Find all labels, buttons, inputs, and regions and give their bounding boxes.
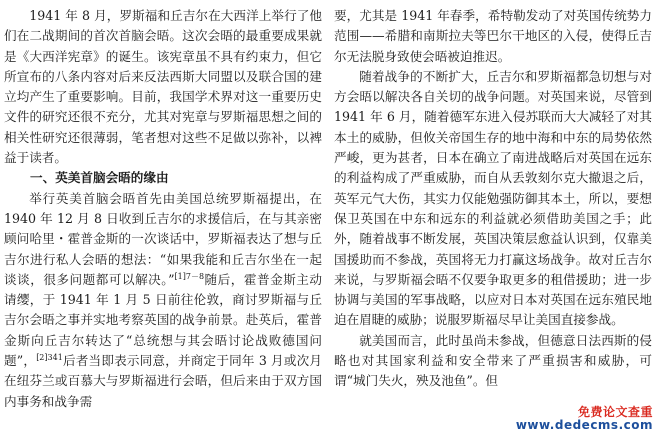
paragraph-text: 举行英美首脑会晤首先由美国总统罗斯福提出，在 1940 年 12 月 8 日收到丘吉尔的求援信后，在与其亲密顾问哈里・霍普金斯的一次谈话中，罗斯福表达了想与丘吉尔进行私人会晤的想法：“如果我能和丘吉尔坐在一起谈谈，很多问题都可以解决。” [4, 190, 322, 287]
intro-paragraph: 1941 年 8 月，罗斯福和丘吉尔在大西洋上举行了他们在二战期间的首次首脑会晤。这次会晤的最重要成果就是《大西洋宪章》的诞生。该宪章虽不具有约束力，但它所宣布的八条内容对后来反法西斯大同盟以及联合国的建立均产生了重要影响。目前，我国学术界对这一重要历史文件的研究还很不充分，尤其对宪章与罗斯福思想之间的相关性研究还很薄弱，笔者想对这些不足做以弥补，以裨益于读者。 [4, 8, 322, 166]
continued-paragraph: 要，尤其是 1941 年春季，希特勒发动了对英国传统势力范围——希腊和南斯拉夫等巴尔干地区的入侵，使得丘吉尔无法脱身致使会晤被迫推迟。 [334, 8, 652, 64]
section-paragraph-3: 就美国而言，此时虽尚未参战，但德意日法西斯的侵略也对其国家利益和安全带来了严重损害和威胁，可谓“城门失火，殃及池鱼”。但 [334, 332, 652, 389]
watermark-url: www.dedecms.com [515, 418, 653, 432]
watermark-title: 免费论文查重 [577, 405, 653, 419]
citation-ref: [1]7－8 [174, 271, 205, 281]
section-heading: 一、英美首脑会晤的缘由 [30, 170, 169, 186]
left-column [4, 6, 322, 412]
paragraph-text: 后者当即表示同意，并商定于同年 3 月或次月在纽芬兰或百慕大与罗斯福进行会晤，但后来由于双方国内事务和战争需 [4, 353, 322, 409]
site-watermark [516, 406, 653, 432]
paragraph-text: 随后，霍普金斯主动请缨，于 1941 年 1 月 5 日前往伦敦，商讨罗斯福与丘吉尔会晤之事并实地考察英国的战争前景。赴英后，霍普金斯向丘吉尔转达了“总统想与其会晤讨论战败德国问题”， [4, 271, 323, 369]
section-paragraph-2: 随着战争的不断扩大，丘吉尔和罗斯福都急切想与对方会晤以解决各自关切的战争问题。对英国来说，尽管到 1941 年 6 月，随着德军东进入侵苏联而大大减轻了对其本土的威胁，但攸关帝国生存的地中海和中东的局势依然严峻，更为甚者，日本在确立了南进战略后对英国在远东的利益构成了严重威胁，而自从丢敦刻尔克大撤退之后，英军元气大伤，其实力仅能勉强防御其本土，所以，要想保卫英国在中东和远东的利益就必须借助美国之手；此外，随着战事不断发展，英国决策层愈益认识到，仅靠美国援助而不参战，英国将无力打赢这场战争。故对丘吉尔来说，与罗斯福会晤不仅要争取更多的租借援助；进一步协调与美国的军事战略，以应对日本对英国在远东殖民地迫在眉睫的威胁；说服罗斯福尽早让美国直接参战。 [334, 68, 652, 328]
right-column [334, 6, 652, 392]
citation-ref: [2]341 [36, 352, 63, 362]
section-paragraph-1 [4, 189, 322, 412]
